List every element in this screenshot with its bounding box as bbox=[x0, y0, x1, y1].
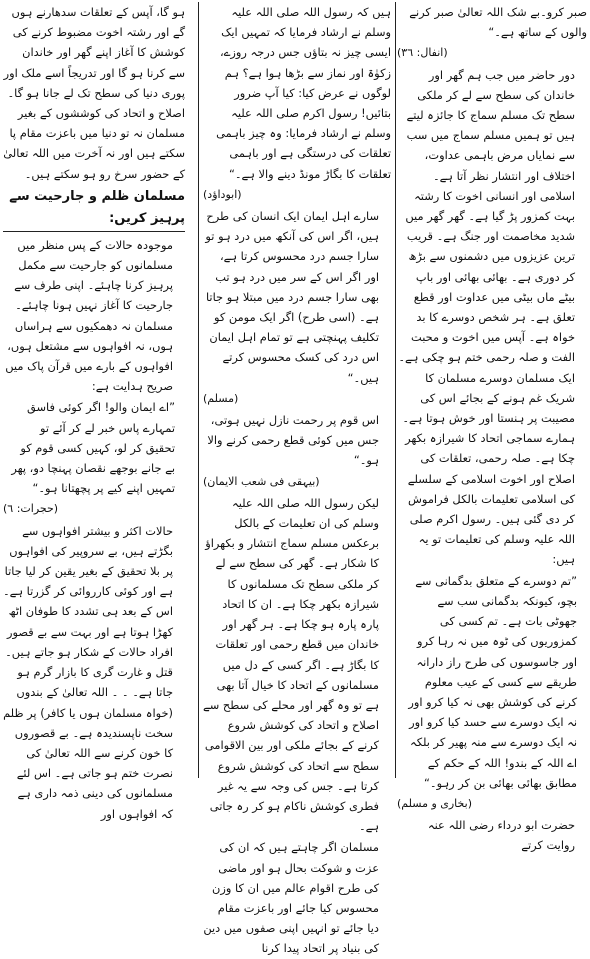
paragraph: حالات اکثر و بیشتر افواہوں سے بگڑتے ہیں، بے سروپیر کی افواہوں پر بلا تحقیق کے بغیر یقین کر لیا جاتا ہے اور کوئی کارروائی کر گزرتا ہے۔ اس کے بعد ہی تشدد کا طوفان اٹھ کھڑا ہوتا ہے اور بہت سے بے قصور افراد حالات کے شکار ہو جاتے ہیں۔ قتل و غارت گری کا بازار گرم ہو جاتا ہے۔ ۔ ۔ اللہ تعالیٰ کے بندوں (خواہ مسلمان ہوں یا کافر) پر ظلم سخت ناپسندیدہ ہے۔ بے قصوروں کا خون کرنے سے اللہ تعالیٰ کی نصرت ختم ہو جاتی ہے۔ اس لئے مسلمانوں کی دینی ذمہ داری ہے کہ افواہوں اور bbox=[2, 523, 173, 821]
column-divider bbox=[198, 2, 199, 778]
quran-reference: (حجرات: ٦) bbox=[3, 502, 59, 516]
paragraph: موجودہ حالات کے پس منظر میں مسلمانوں کو جارحیت سے مکمل پرہیز کرنا چاہئے۔ اپنی طرف سے جارحیت کا آغاز نہیں ہونا چاہئے۔ مسلمان نہ دھمکیوں سے ہراساں ہوں، نہ افواہوں سے مشتعل ہوں، افواہوں کے بارے میں قرآن پاک میں صریح ہدایت ہے: bbox=[5, 237, 173, 394]
column-left bbox=[2, 2, 185, 821]
hadith-reference: (بخاری و مسلم) bbox=[397, 796, 472, 810]
paragraph: ہو گا، آپس کے تعلقات سدھارنے ہوں گے اور رشتہ اخوت مضبوط کرنے کی کوشش کا آغاز اپنے گھر اور خاندان سے کرنا ہو گا اور تدریجاً اسے ملک اور پوری دنیا کی سطح تک لے جانا ہو گا۔ اصلاح و اتحاد کی کوششوں کے بغیر مسلمان نہ تو دنیا میں باعزت مقام پا سکتے ہیں اور نہ آخرت میں اللہ تعالیٰ کے حضور سرخ رو ہو سکتے ہیں۔ bbox=[3, 5, 185, 181]
hadith-reference: (مسلم) bbox=[203, 391, 239, 405]
paragraph: صبر کرو۔بے شک اللہ تعالیٰ صبر کرنے والوں کے ساتھ ہے۔“ bbox=[409, 5, 587, 40]
section-heading: مسلمان ظلم و جارحیت سے پرہیز کریں: bbox=[3, 186, 185, 232]
column-middle bbox=[203, 2, 391, 956]
paragraph: حضرت ابو درداء رضی اللہ عنہ روایت کرتے bbox=[427, 818, 575, 853]
quran-quote: ”اے ایمان والو! اگر کوئی فاسق تمہارے پاس خبر لے کر آئے تو تحقیق کر لو، کہیں کسی قوم کو بے جانے بوجھے نقصان پہنچا دو، پھر تمہیں اپنے کیے پر پچھتانا ہو۔“ bbox=[11, 400, 175, 496]
hadith-quote: ”تم دوسرے کے متعلق بدگمانی سے بچو، کیونکہ بدگمانی سب سے جھوٹی بات ہے۔ تم کسی کی کمزوریوں کی ٹوہ میں نہ رہا کرو اور جاسوسوں کی طرح راز دارانہ طریقے سے کسی کے عیب معلوم کرنے کی کوشش بھی نہ کیا کرو اور نہ ایک دوسرے سے حسد کیا کرو اور نہ ایک دوسرے سے منہ پھیر کر بلکہ اے اللہ کے بندو! اللہ کے حکم کے مطابق بھائی بھائی بن کر رہو۔“ bbox=[408, 573, 577, 790]
quran-reference: (انفال: ٣٦) bbox=[397, 46, 448, 60]
column-right bbox=[397, 2, 587, 853]
paragraph: ہیں کہ رسول اللہ صلی اللہ علیہ وسلم نے ارشاد فرمایا کہ تمہیں ایک ایسی چیز نہ بتاؤں جس درجہ روزے، زکوٰۃ اور نماز سے بڑھا ہوا ہے؟ ہم لوگوں نے عرض کیا: کیا آپ ضرور بتائیں! رسول اکرم صلی اللہ علیہ وسلم نے ارشاد فرمایا: وہ چیز باہمی تعلقات کی درستگی ہے اور باہمی تعلقات کا بگاڑ مونڈ دینے والا ہے۔“ bbox=[216, 5, 391, 181]
paragraph: مسلمان اگر چاہتے ہیں کہ ان کی عزت و شوکت بحال ہو اور ماضی کی طرح اقوام عالم میں ان کا وزن محسوس کیا جائے اور باعزت مقام دیا جائے تو انہیں اپنی صفوں میں دین کی بنیاد پر اتحاد پیدا کرنا bbox=[203, 840, 379, 956]
paragraph: لیکن رسول اللہ صلی اللہ علیہ وسلم کی ان تعلیمات کے بالکل برعکس مسلم سماج انتشار و بکھراؤ کا شکار ہے۔ گھر کی سطح سے لے کر ملکی سطح تک مسلمانوں کا شیرازہ بکھر چکا ہے۔ ان کا اتحاد پارہ پارہ ہو چکا ہے۔ ہر گھر اور خاندان میں قطع رحمی اور تعلقات کا بگاڑ ہے۔ اگر کسی کے دل میں مسلمانوں کے اتحاد کا خیال آتا بھی ہے تو وہ گھر اور محلے کی سطح سے اصلاح و اتحاد کی کوشش شروع کرنے کے بجائے ملکی اور بین الاقوامی سطح سے اتحاد کی کوشش شروع کرتا ہے۔ جس کی وجہ سے یہ غیر فطری کوشش ناکام ہو کر رہ جاتی ہے۔ bbox=[203, 495, 379, 834]
hadith-reference: (بیہقی فی شعب الایمان) bbox=[203, 474, 320, 488]
paragraph: اس قوم پر رحمت نازل نہیں ہوتی، جس میں کوئی قطع رحمی کرنے والا ہو۔“ bbox=[207, 413, 379, 468]
paragraph: سارے اہل ایمان ایک انسان کی طرح ہیں، اگر اس کی آنکھ میں درد ہو تو سارا جسم درد محسوس کرتا ہے، اور اگر اس کے سر میں درد ہو تب بھی سارا جسم درد میں مبتلا ہو جاتا ہے۔ (اسی طرح) اگر ایک مومن کو تکلیف پہنچتی ہے تو تمام اہل ایمان اس درد کی کسک محسوس کرتے ہیں۔“ bbox=[205, 209, 379, 385]
hadith-reference: (ابوداؤد) bbox=[203, 187, 242, 201]
column-divider bbox=[395, 2, 396, 778]
paragraph: دور حاضر میں جب ہم گھر اور خاندان کی سطح سے لے کر ملکی سطح تک مسلم سماج کا جائزہ لیتے ہیں تو ہمیں مسلم سماج میں سب سے نمایاں مرض باہمی عداوت، اختلاف اور انتشار نظر آتا ہے۔ اسلامی اور انسانی اخوت کا رشتہ بہت کمزور پڑ گیا ہے۔ گھر گھر میں شدید مخاصمت اور جنگ ہے۔ قریب ترین عزیزوں میں دشمنوں سے بڑھ کر دوری ہے۔ بھائی بھائی اور باپ بیٹے ماں بیٹی میں عداوت اور قطع تعلق ہے۔ ہر شخص دوسرے کا بد خواہ ہے۔ آپس میں اخوت و محبت الفت و صلہ رحمی ختم ہو چکی ہے۔ ایک مسلمان دوسرے مسلمان کا شریک غم ہونے کے بجائے اس کی مصیبت پر ہنستا اور خوش ہوتا ہے۔ ہمارے سماجی اتحاد کا شیرازہ بکھر چکا ہے۔ صلہ رحمی، تعلقات کی اصلاح اور اخوت اسلامی کے سلسلے کی اسلامی تعلیمات بالکل فراموش کر دی گئی ہیں۔ رسول اکرم صلی اللہ علیہ وسلم کی تعلیمات تو یہ ہیں: bbox=[398, 67, 575, 567]
